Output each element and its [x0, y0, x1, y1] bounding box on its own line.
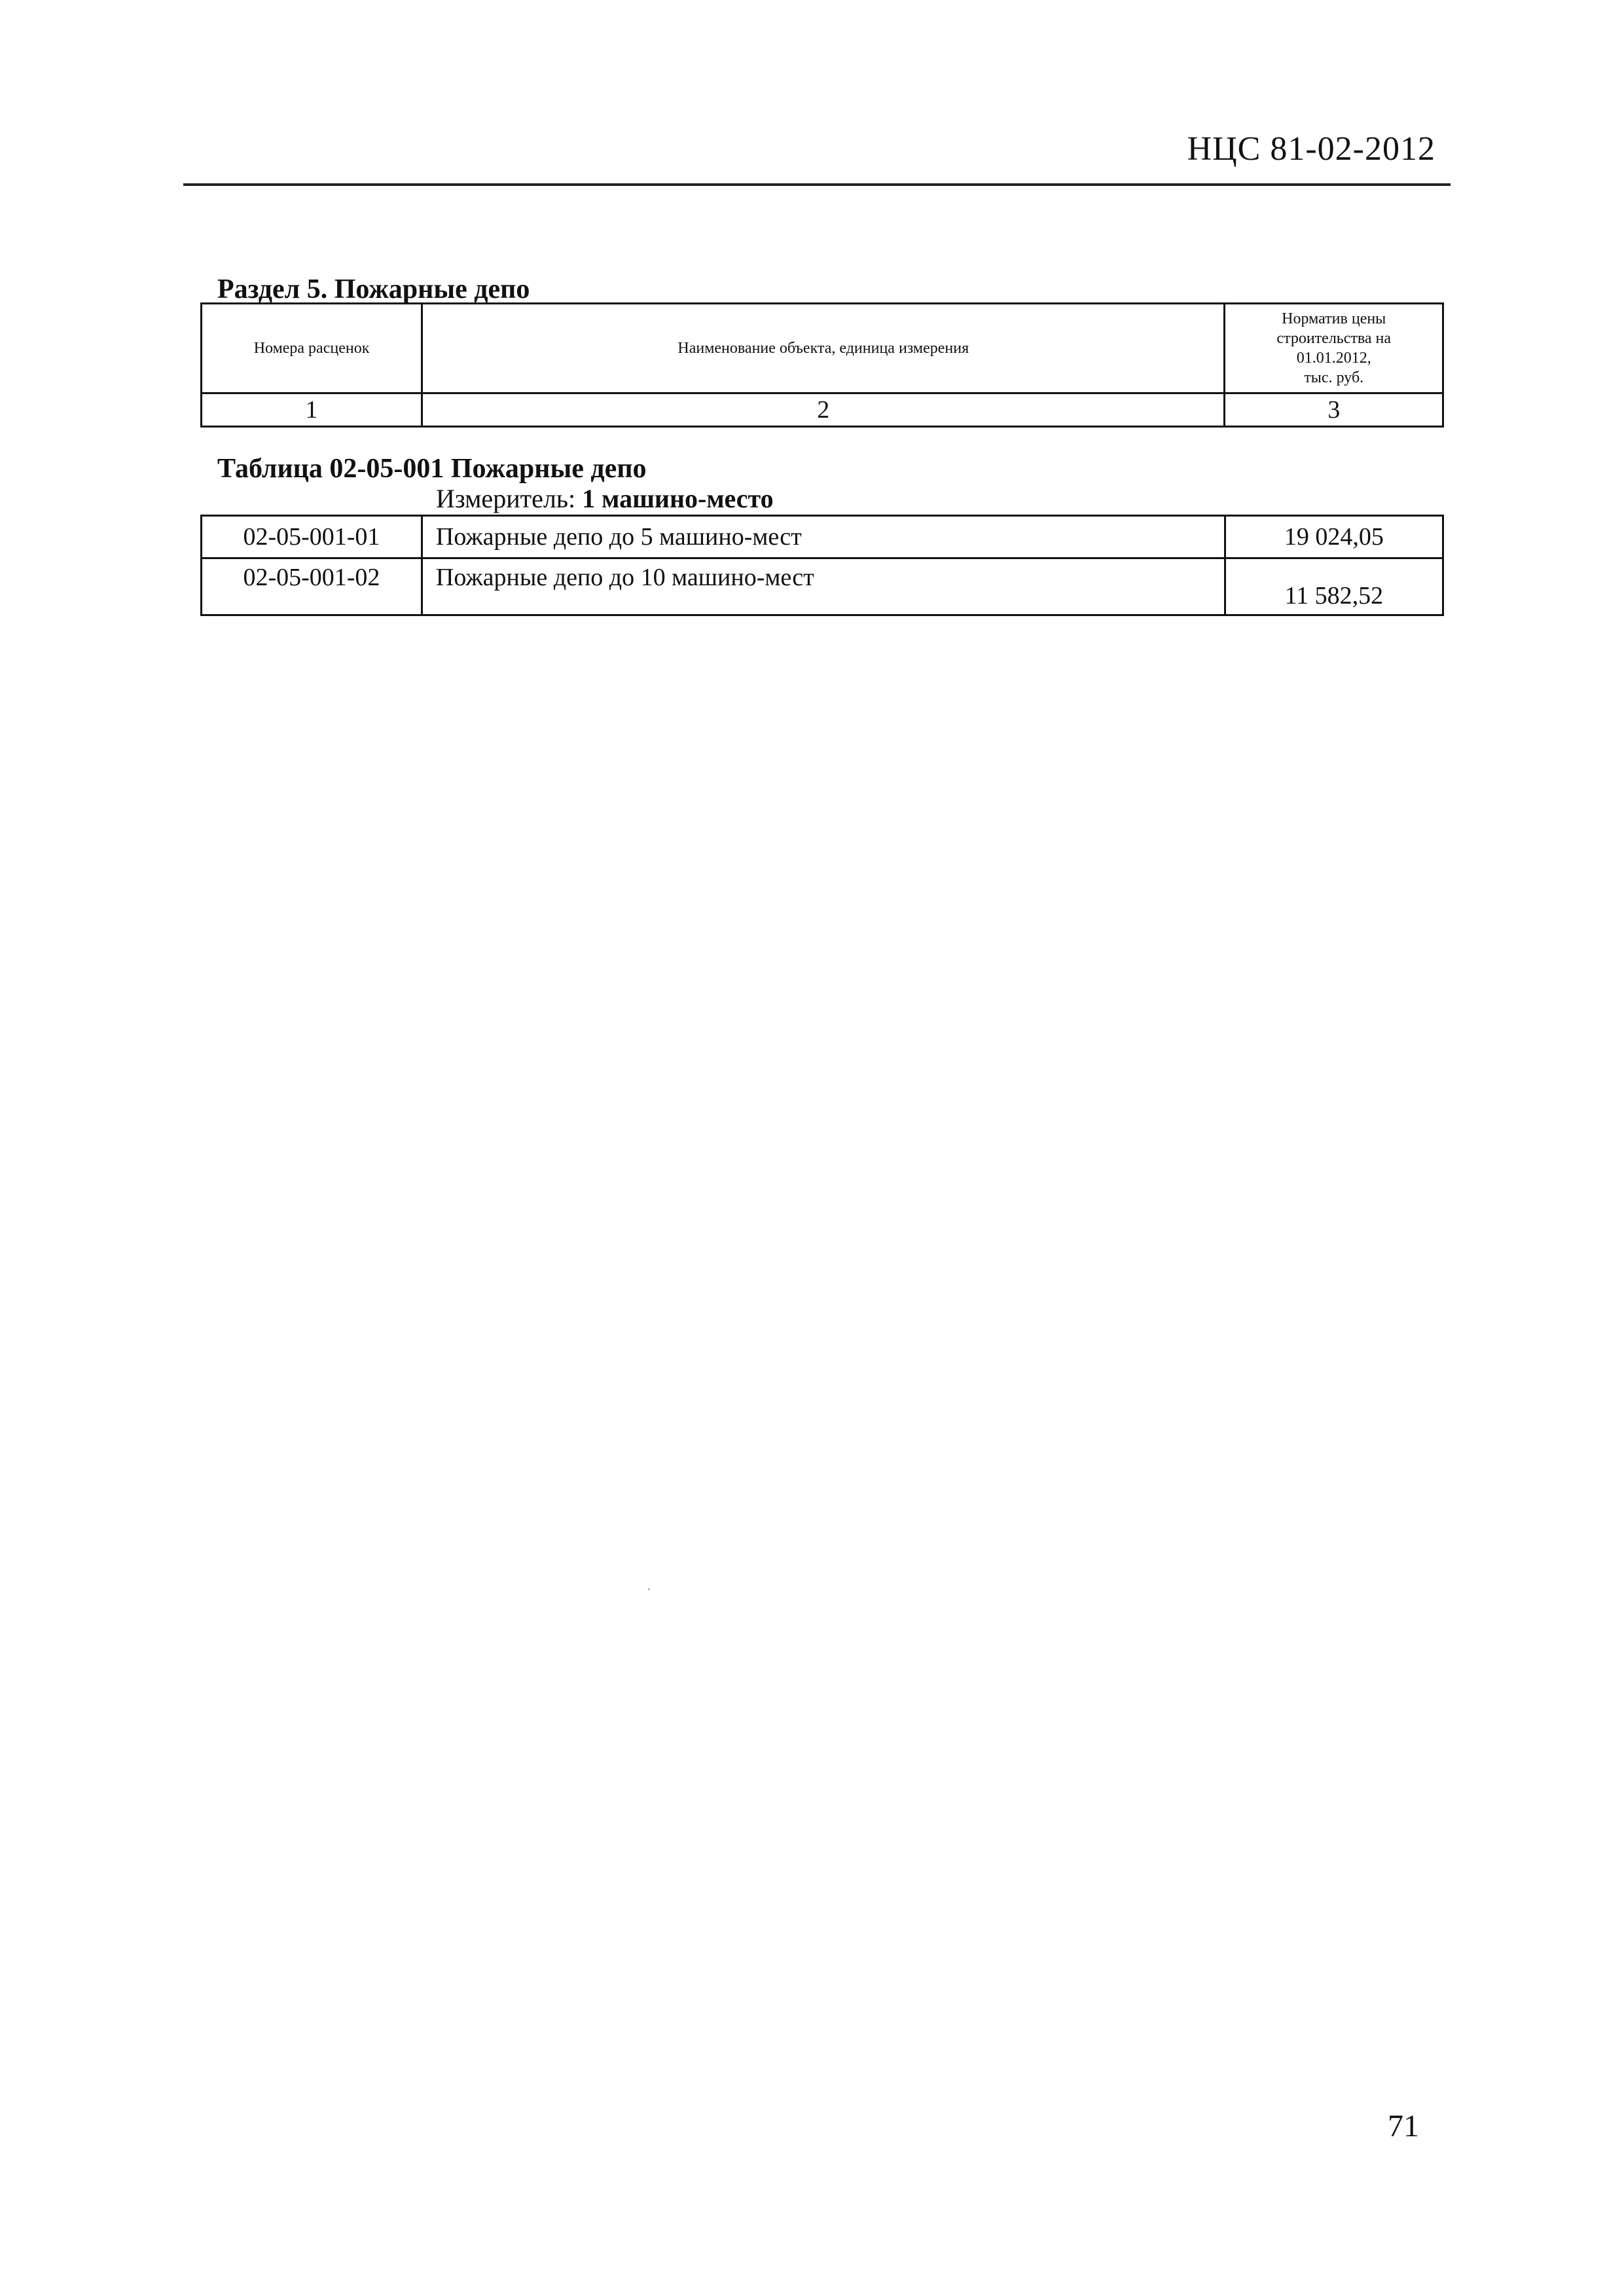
column-header-price-line: 01.01.2012, [1296, 350, 1371, 367]
column-header-codes: Номера расценок [202, 304, 422, 393]
table-row [202, 516, 1443, 558]
column-header-price-line: тыс. руб. [1304, 369, 1364, 386]
document-code: НЦС 81-02-2012 [1187, 130, 1435, 168]
page-number: 71 [1388, 2109, 1419, 2143]
column-number: 1 [202, 393, 422, 427]
row-price: 19 024,05 [1225, 516, 1443, 558]
row-name: Пожарные депо до 10 машино-мест [435, 564, 814, 591]
column-header-name: Наименование объекта, единица измерения [422, 304, 1225, 393]
scan-speck [648, 1588, 650, 1590]
price-table [200, 515, 1444, 616]
unit-line [436, 483, 774, 514]
column-header-row [202, 304, 1443, 393]
column-header-price-line: строительства на [1276, 330, 1392, 347]
column-number: 2 [422, 393, 1225, 427]
column-header-price [1225, 304, 1443, 393]
table-row [202, 558, 1443, 615]
row-name: Пожарные депо до 5 машино-мест [435, 523, 802, 551]
row-name-cell [422, 558, 1225, 615]
row-name-cell [422, 516, 1225, 558]
row-code: 02-05-001-02 [202, 558, 422, 615]
unit-label: Измеритель: [436, 484, 576, 513]
column-number-row [202, 393, 1443, 427]
column-header-table [200, 302, 1444, 428]
section-title: Раздел 5. Пожарные депо [217, 274, 530, 304]
row-price: 11 582,52 [1225, 558, 1443, 615]
table-title: Таблица 02-05-001 Пожарные депо [217, 454, 647, 484]
column-number: 3 [1225, 393, 1443, 427]
unit-value: 1 машино-место [582, 484, 774, 513]
row-code: 02-05-001-01 [202, 516, 422, 558]
column-header-price-line: Норматив цены [1282, 310, 1386, 327]
header-divider [183, 183, 1451, 186]
